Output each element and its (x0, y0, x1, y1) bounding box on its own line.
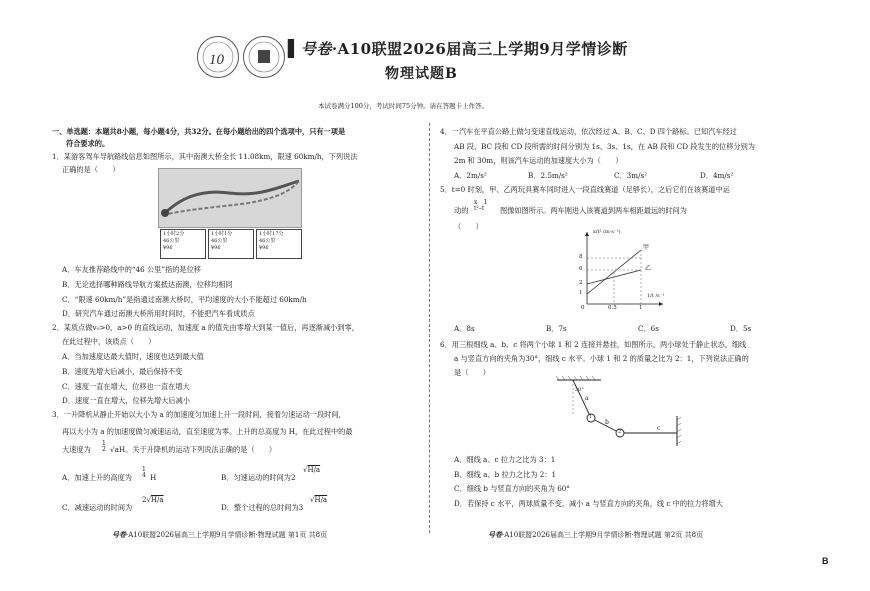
q3-option-a: A．加速上升的高度为 (62, 473, 132, 482)
corner-letter: B (822, 556, 829, 566)
left-footer-brand: 号卷 (112, 530, 126, 539)
right-footer-text: ·A10联盟2026届高三上学期9月学情诊断·物理试题 第2页 共8页 (502, 531, 704, 539)
q1-route-3-time: 1小时17分 (259, 231, 284, 237)
svg-text:10: 10 (209, 52, 224, 68)
q5-xlabel: 1/t /s⁻¹ (647, 293, 665, 299)
exam-subtitle: 物理试题B (385, 66, 458, 82)
q1-route-1-dist: 46公里 (163, 238, 180, 244)
q5-ytick-2: 2 (579, 280, 583, 286)
q2-line-1: 2．某质点做v₀>0，a>0 的直线运动，加速度 a 的值先由零增大到某一值后，再逐渐减小到零， (52, 323, 359, 332)
wechat-logo-mark (244, 37, 284, 77)
q5-graph (577, 228, 667, 312)
title-text: ·A10联盟2026届高三上学期9月学情诊断 (331, 40, 628, 58)
q2-option-a: A．当加速度达最大值时，速度也达到最大值 (62, 352, 204, 361)
section-heading-2: 符合要求的。 (66, 139, 110, 148)
q5-series-yi: 乙 (645, 265, 652, 272)
q3-option-c-radical: 2√H/a (142, 496, 164, 504)
q3-line-3b: √aH。关于升降机的运动下列说法正确的是（ ） (110, 445, 277, 454)
q5-ytick-6: 6 (579, 266, 583, 272)
q6-option-d: D．若保持 c 水平，两球质量不变，减小 a 与竖直方向的夹角，线 c 中的拉力将增大 (454, 499, 723, 508)
q6-angle-label: 30° (575, 387, 584, 393)
q1-option-d: D．研究汽车通过南澳大桥所用时间时，不能把汽车看成质点 (62, 309, 255, 318)
q6-label-2: 2 (618, 429, 622, 435)
q1-option-c: C．“限速 60km/h”是指通过南澳大桥时，平均速度的大小不能超过 60km/h (62, 295, 307, 304)
q5-graph-svg (577, 228, 667, 312)
left-footer-text: ·A10联盟2026届高三上学期9月学情诊断·物理试题 第1页 共8页 (126, 531, 328, 539)
q5-ytick-1: 1 (579, 290, 583, 296)
q4-option-d: D．4m/s² (700, 171, 734, 180)
page-divider (429, 123, 430, 533)
q5-option-a: A．8s (454, 324, 475, 333)
q4-line-1: 4．一汽车在平直公路上做匀变速直线运动，依次经过 A、B、C、D 四个路标。已知汽车经过 (440, 127, 737, 136)
q2-line-2: 在此过程中，该质点（ ） (62, 337, 156, 346)
q3-option-c: C．减速运动的时间为 (62, 503, 133, 512)
q4-option-c: C．3m/s² (614, 171, 648, 180)
alliance-logo-mark (198, 37, 238, 77)
q1-option-b: B．无论选择哪种路线导航方案抵达南澳，位移均相同 (62, 280, 233, 289)
q3-option-b-radical: √H/a (303, 466, 321, 474)
q1-route-3-fee: ¥96 (259, 245, 269, 251)
q5-xtick-05: 0.5 (608, 305, 617, 311)
q1-line-1: 1．某游客驾车导航路线信息如图所示，其中南澳大桥全长 11.08km，限速 60km/h，下列说法 (52, 152, 358, 161)
q1-route-2-dist: 46公里 (211, 238, 228, 244)
section-heading: 一、单选题：本题共8小题，每小题4分，共32分。在每小题给出的四个选项中，只有一项是 (52, 127, 346, 136)
exam-title (288, 38, 628, 59)
q5-ytick-8: 8 (579, 254, 583, 260)
q5-axes-fraction: x 1 t²–t (474, 199, 488, 212)
brand-text: 号卷 (300, 40, 332, 58)
q1-route-3-dist: 46公里 (259, 238, 276, 244)
q5-line-2a: 动的 (454, 206, 469, 215)
q3-option-d: D．整个过程的总时间为3 (221, 503, 304, 512)
q5-series-jia: 甲 (643, 244, 650, 251)
q5-option-c: C．6s (638, 324, 659, 333)
q5-xtick-1: 1 (639, 305, 643, 311)
right-footer (488, 530, 703, 540)
q5-option-b: B．7s (546, 324, 567, 333)
q1-route-box-1 (160, 229, 206, 259)
q5-xtick-0: 0 (581, 305, 585, 311)
q3-line-1: 3．一升降机从静止开始以大小为 a 的加速度匀加速上升一段时间，接着匀速运动一段时间， (52, 410, 346, 419)
q6-line-2: a 与竖直方向的夹角为30°，细线 c 水平。小球 1 和 2 的质量之比为 2：1，下列说法正确的 (454, 354, 749, 363)
q1-route-2-fee: ¥96 (211, 245, 221, 251)
q2-option-d: D．速度一直在增大，位移先增大后减小 (62, 396, 190, 405)
q6-line-3: 是（ ） (454, 368, 490, 377)
q5-ylabel: x/t² (m·s⁻²) (593, 229, 621, 235)
q1-route-1-fee: ¥96 (163, 245, 173, 251)
q6-label-a: a (585, 395, 589, 402)
q1-route-box-3 (256, 229, 302, 259)
q3-option-a-unit: H (150, 473, 157, 482)
right-footer-brand: 号卷 (488, 530, 502, 539)
alliance-logo (197, 36, 239, 78)
q1-map-routes (159, 169, 301, 227)
wechat-logo (243, 36, 285, 78)
q1-route-1-time: 1小时2分 (163, 231, 185, 237)
q1-route-box-2 (208, 229, 254, 259)
q5-line-3: （ ） (454, 222, 483, 231)
q2-option-c: C．速度一直在增大，位移也一直在增大 (62, 382, 190, 391)
q3-line-3a: 大速度为 (62, 445, 91, 454)
q3-option-d-radical: √H/a (310, 496, 328, 504)
q5-line-2b: 图像如图所示。两车刚进入该赛道到两车相距最远的时间为 (500, 206, 687, 215)
q4-option-a: A．2m/s² (454, 171, 487, 180)
q6-figure (545, 376, 690, 448)
q6-label-c: c (657, 425, 661, 432)
q6-option-b: B．细线 a、b 拉力之比为 2：1 (454, 470, 557, 479)
q1-option-a: A．车友推荐路线中的“46 公里”指的是位移 (62, 265, 201, 274)
left-footer (112, 530, 327, 540)
q3-fraction-1: 1 2 (102, 440, 106, 453)
q1-line-2: 正确的是（ ） (62, 165, 120, 174)
q4-line-3: 2m 和 30m，则该汽车运动的加速度大小为（ ） (454, 156, 623, 165)
q3-line-2: 再以大小为 a 的加速度做匀减速运动，直至速度为零。上升的总高度为 H，在此过程中的最 (62, 427, 353, 436)
q4-option-b: B．2.5m/s² (528, 171, 568, 180)
q5-option-d: D．5s (730, 324, 752, 333)
q6-label-1: 1 (589, 414, 593, 420)
q1-map-figure (158, 168, 302, 228)
exam-instructions: 本试卷满分100分，考试时间75分钟。请在答题卡上作答。 (318, 102, 489, 110)
q4-line-2: AB 段、BC 段和 CD 段所需的时间分别为 1s、3s、1s，在 AB 段和 CD 段发生的位移分别为 (454, 142, 755, 151)
q6-label-b: b (605, 419, 609, 426)
q6-option-a: A．细线 a、c 拉力之比为 3：1 (454, 455, 556, 464)
q6-figure-svg (545, 376, 690, 448)
q3-option-b: B．匀速运动的时间为2 (221, 473, 296, 482)
q2-option-b: B．速度先增大后减小，最后保持不变 (62, 367, 183, 376)
q6-line-1: 6．用三根细线 a、b、c 将两个小球 1 和 2 连接并悬挂，如图所示，两小球处于静止状态，细线 (440, 340, 747, 349)
q3-option-a-fraction: 1 4 (142, 466, 146, 479)
brand-logo: ▌ (288, 39, 301, 58)
q5-line-1: 5．t=0 时刻，甲、乙两玩具赛车同时进入一段直线赛道（足够长），之后它们在该赛道中运 (440, 185, 730, 194)
q1-route-2-time: 1小时1分 (211, 231, 233, 237)
q6-option-c: C．细线 b 与竖直方向的夹角为 60° (454, 484, 570, 493)
